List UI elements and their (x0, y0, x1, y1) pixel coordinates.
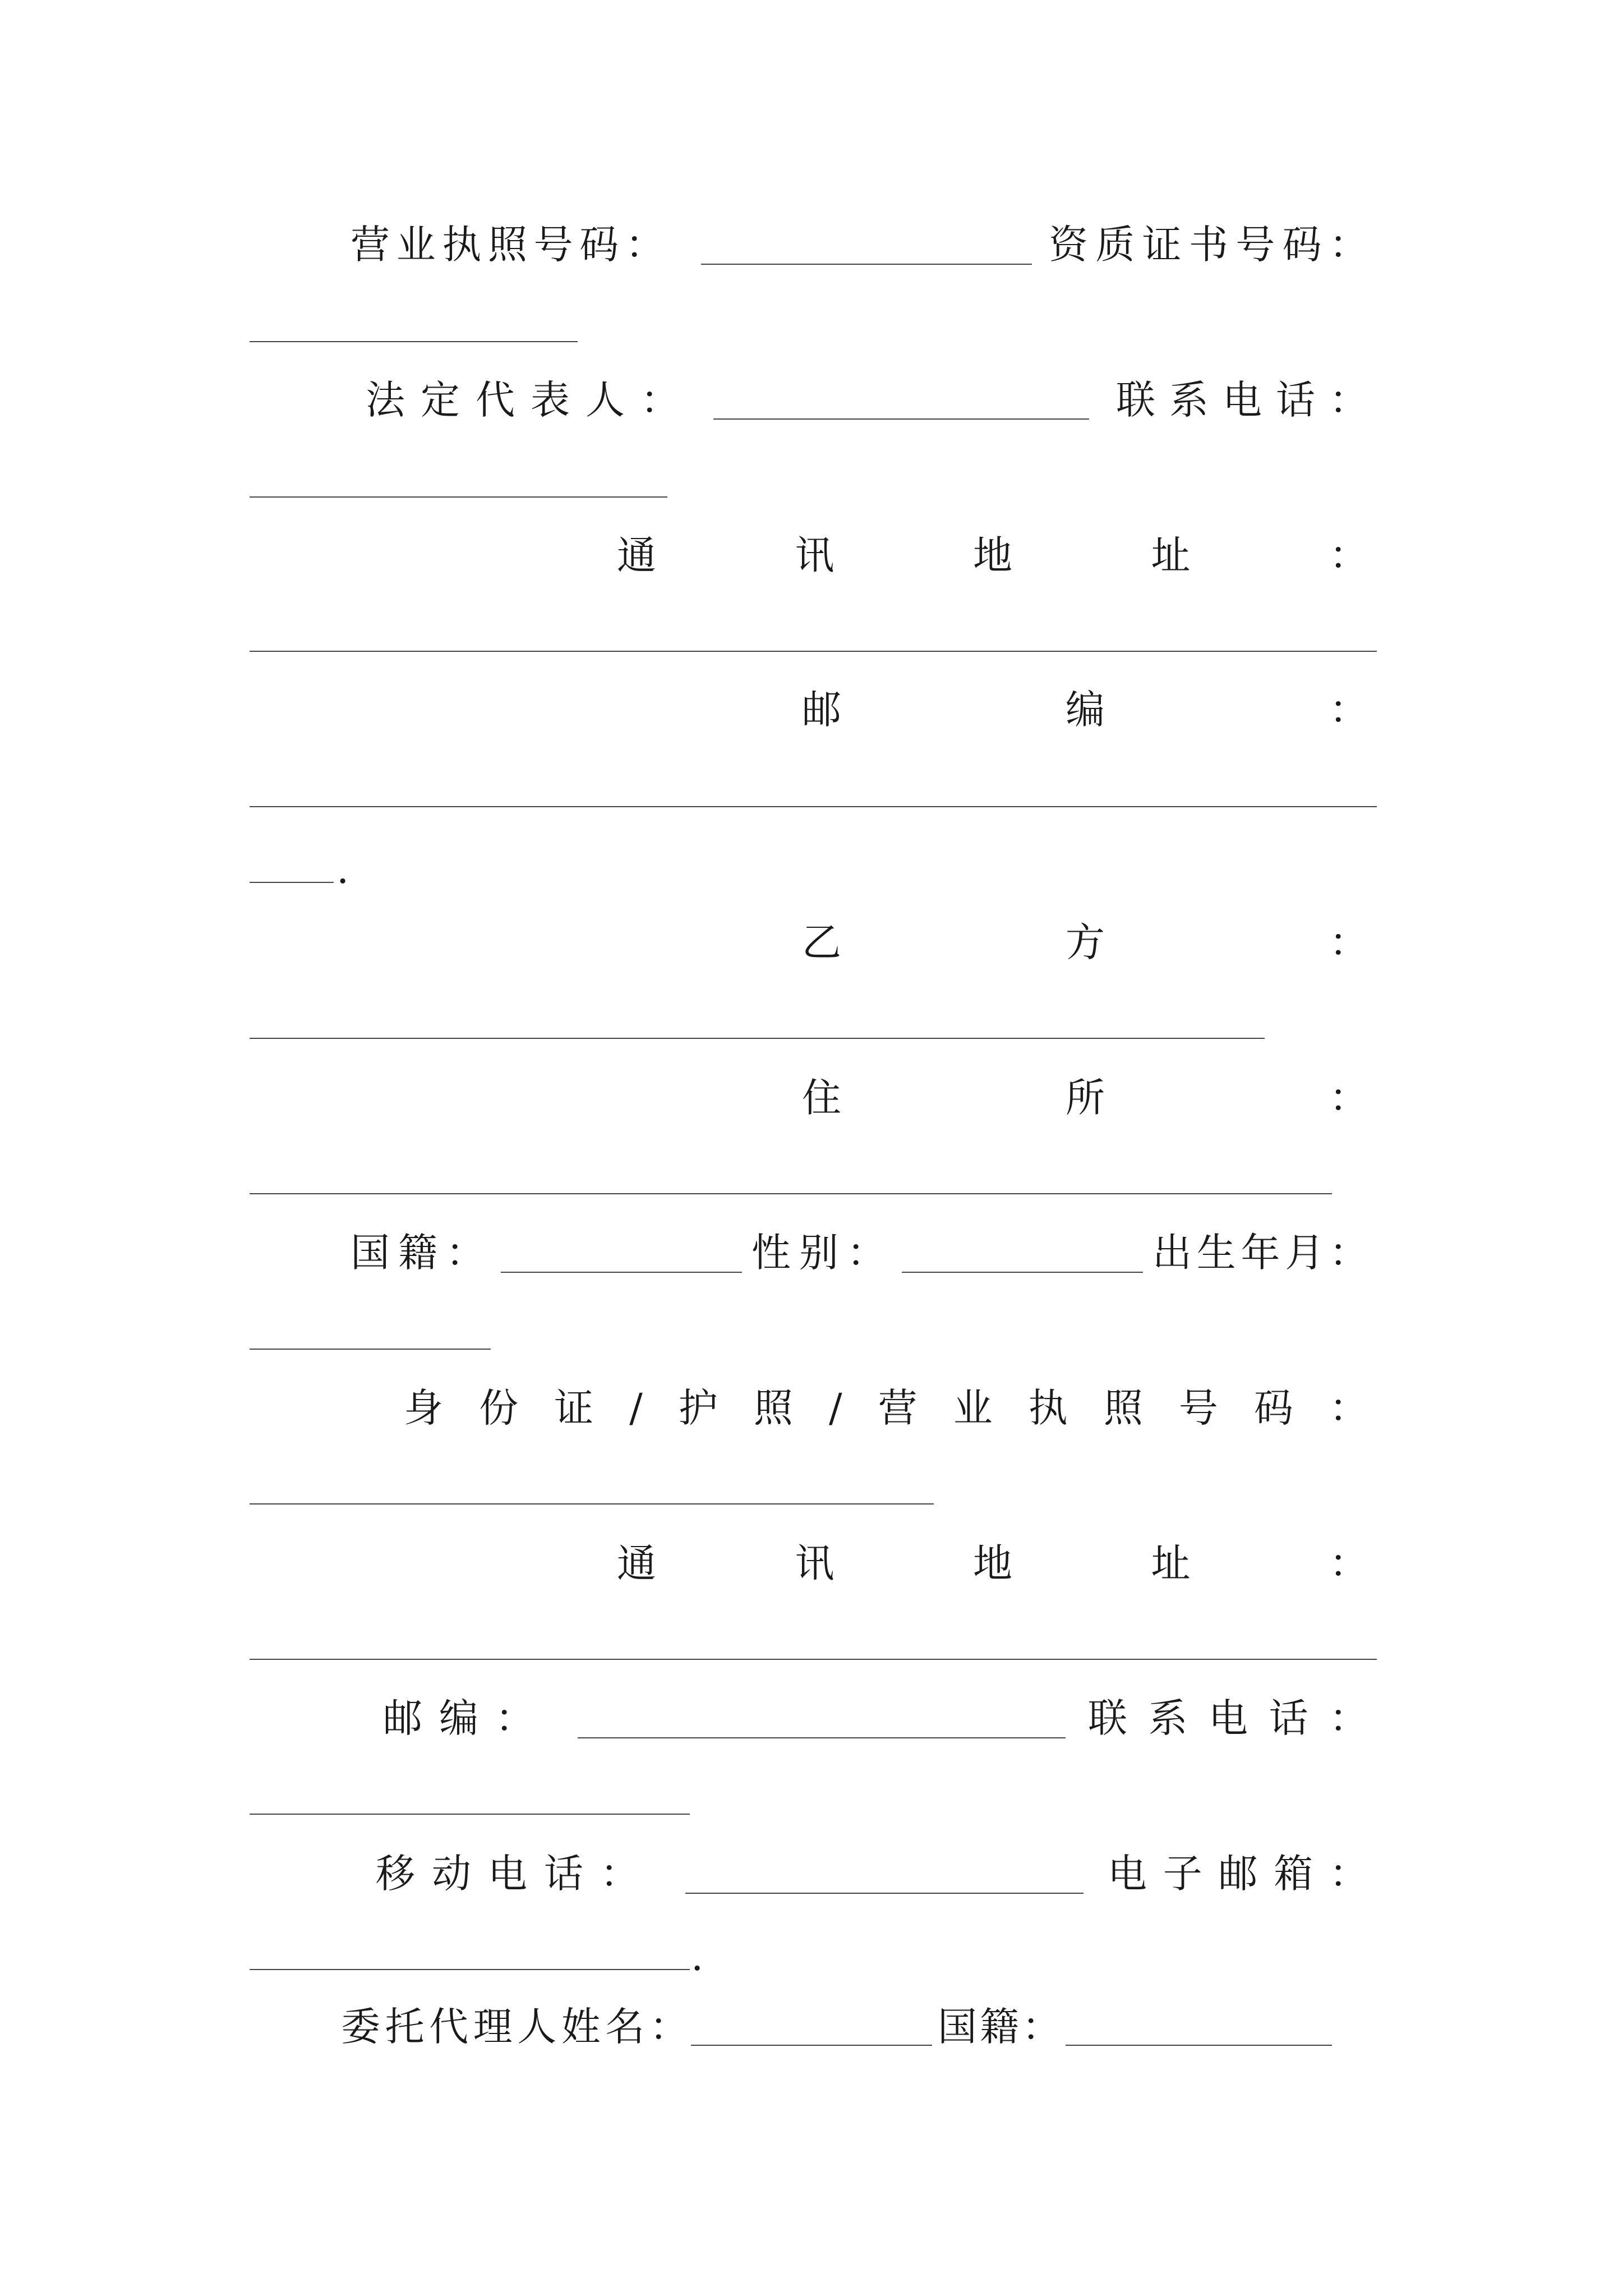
postcode-label: 邮 编 ： (802, 687, 1368, 733)
contact-phone-blank-2[interactable] (250, 1814, 690, 1815)
postcode-label-2: 邮 编 ： (383, 1695, 534, 1741)
contact-phone-label: 联 系 电 话 ： (1116, 377, 1368, 423)
mailing-address-label: 通 讯 地 址 ： (617, 532, 1368, 578)
agent-name-blank[interactable] (691, 2045, 932, 2046)
id-passport-label: 身 份 证 / 护 照 / 营 业 执 照 号 码 ： (404, 1385, 1368, 1431)
legal-rep-label: 法 定 代 表 人 ： (366, 377, 680, 423)
residence-label: 住 所 ： (802, 1075, 1368, 1121)
business-license-label: 营 业 执 照 号 码 ： (351, 222, 665, 268)
gender-label: 性 别 ： (751, 1230, 886, 1276)
period-mark-2: . (691, 1934, 704, 1980)
birth-label: 出 生 年 月 ： (1152, 1230, 1368, 1276)
nationality-blank[interactable] (501, 1272, 742, 1273)
gender-blank[interactable] (902, 1272, 1143, 1273)
mobile-blank[interactable] (685, 1893, 1083, 1894)
legal-rep-blank[interactable] (713, 418, 1089, 420)
period-mark: . (336, 846, 349, 892)
id-passport-blank[interactable] (250, 1503, 934, 1504)
mailing-address-blank-2[interactable] (250, 1659, 1377, 1660)
mailing-address-blank[interactable] (250, 651, 1377, 652)
qualification-cert-label: 资 质 证 书 号 码 ： (1049, 222, 1368, 268)
postcode-blank-2[interactable] (578, 1737, 1066, 1738)
email-label: 电 子 邮 箱 ： (1108, 1851, 1368, 1897)
email-blank[interactable] (250, 1969, 690, 1970)
nationality-blank-2[interactable] (1066, 2045, 1332, 2046)
contact-phone-blank[interactable] (250, 496, 667, 498)
business-license-blank[interactable] (701, 264, 1032, 265)
nationality-label-2: 国 籍 ： (938, 2004, 1061, 2050)
qualification-cert-blank[interactable] (250, 341, 578, 342)
agent-name-label: 委 托 代 理 人 姓 名 ： (341, 2004, 689, 2050)
party-b-label: 乙 方 ： (802, 919, 1368, 965)
postcode-blank[interactable] (250, 806, 1377, 807)
party-b-blank[interactable] (250, 1038, 1265, 1039)
contact-phone-label-2: 联 系 电 话 ： (1088, 1695, 1368, 1741)
mailing-address-label-2: 通 讯 地 址 ： (617, 1540, 1368, 1586)
mobile-label: 移 动 电 话 ： (376, 1851, 639, 1897)
birth-blank[interactable] (250, 1349, 491, 1350)
residence-blank[interactable] (250, 1193, 1332, 1194)
nationality-label: 国 籍 ： (351, 1230, 485, 1276)
postcode-blank-continued[interactable] (250, 882, 334, 883)
